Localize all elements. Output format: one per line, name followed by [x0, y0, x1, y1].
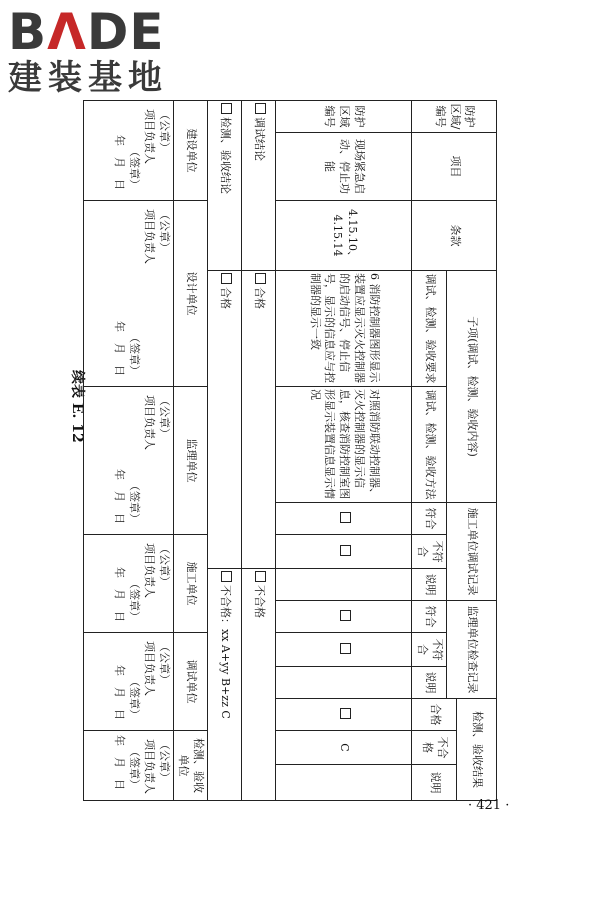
header-c-nok: 不符合	[412, 535, 447, 569]
supervision-note-cell	[276, 667, 412, 699]
sign-org-1: 设计单位	[173, 201, 208, 387]
debug-fail-option[interactable]: 不合格	[242, 569, 276, 801]
brand-logo: BΛDE	[8, 3, 165, 61]
sign-org-4: 调试单位	[173, 633, 208, 731]
row-area: 防护区域编号	[276, 101, 412, 133]
header-sub-req: 调试、检测、验收要求	[412, 271, 447, 387]
signature-block: （公章） 项目负责人 （签章） 年 月 日	[83, 535, 173, 633]
sign-org-5: 检测、验收单位	[173, 731, 208, 801]
header-result-fail: 不合格	[412, 731, 457, 765]
header-item: 项目	[412, 133, 497, 201]
row-item: 现场紧急启动、停止功能	[276, 133, 412, 201]
header-supervision: 监理单位检查记录	[447, 601, 497, 699]
signature-block: （公章） 项目负责人 （签章） 年 月 日	[83, 387, 173, 535]
header-construction: 施工单位调试记录	[447, 503, 497, 601]
debug-pass-option[interactable]: 合格	[242, 271, 276, 569]
sign-org-2: 监理单位	[173, 387, 208, 535]
header-result: 检测、验收结果	[457, 699, 497, 801]
header-sub: 子项(调试、检测、验收内容)	[447, 271, 497, 503]
header-c-note: 说明	[412, 569, 447, 601]
signature-block: （公章） 项目负责人 （签章） 年 月 日	[83, 731, 173, 801]
result-fail-value: C	[276, 731, 412, 765]
header-area: 防护区域/编号	[412, 101, 497, 133]
row-requirement: 6 消防控制器图形显示装置应显示灭火控制器的启动信号、停止信号，显示的信息应与控制器的显示一致	[276, 271, 412, 387]
row-clause: 4.15.10、4.15.14	[276, 201, 412, 271]
construction-note-cell	[276, 569, 412, 601]
header-clause: 条款	[412, 201, 497, 271]
accept-conclusion-label: 检测、验收结论	[208, 101, 242, 271]
header-s-note: 说明	[412, 667, 447, 699]
accept-fail-option[interactable]: 不合格：xx A+yy B+zz C	[208, 569, 242, 801]
acceptance-form	[97, 100, 497, 794]
header-s-nok: 不符合	[412, 633, 447, 667]
header-result-pass: 合格	[412, 699, 457, 731]
supervision-ok-checkbox[interactable]	[276, 601, 412, 633]
logo	[8, 3, 168, 98]
signature-block: （公章） 项目负责人 （签章） 年 月 日	[83, 101, 173, 201]
header-result-note: 说明	[412, 765, 457, 801]
header-sub-method: 调试、检测、验收方法	[412, 387, 447, 503]
sign-org-3: 施工单位	[173, 535, 208, 633]
table-caption: 续表 E. 12	[69, 370, 85, 443]
accept-pass-option[interactable]: 合格	[208, 271, 242, 569]
page-number: · 421 ·	[468, 798, 510, 813]
signature-block: （公章） 项目负责人 （签章） 年 月 日	[83, 201, 173, 387]
supervision-nok-checkbox[interactable]	[276, 633, 412, 667]
signature-block: （公章） 项目负责人 （签章） 年 月 日	[83, 633, 173, 731]
sign-org-0: 建设单位	[173, 101, 208, 201]
construction-nok-checkbox[interactable]	[276, 535, 412, 569]
row-method: 对照消防联动控制器、灭火控制器的显示信息，核查消防控制室图形显示装置信息显示情况	[276, 387, 412, 503]
header-s-ok: 符合	[412, 601, 447, 633]
result-note-cell	[276, 765, 412, 801]
brand-subtitle: 建装基地	[8, 58, 168, 98]
header-c-ok: 符合	[412, 503, 447, 535]
construction-ok-checkbox[interactable]	[276, 503, 412, 535]
result-pass-checkbox[interactable]	[276, 699, 412, 731]
debug-conclusion-label: 调试结论	[242, 101, 276, 271]
